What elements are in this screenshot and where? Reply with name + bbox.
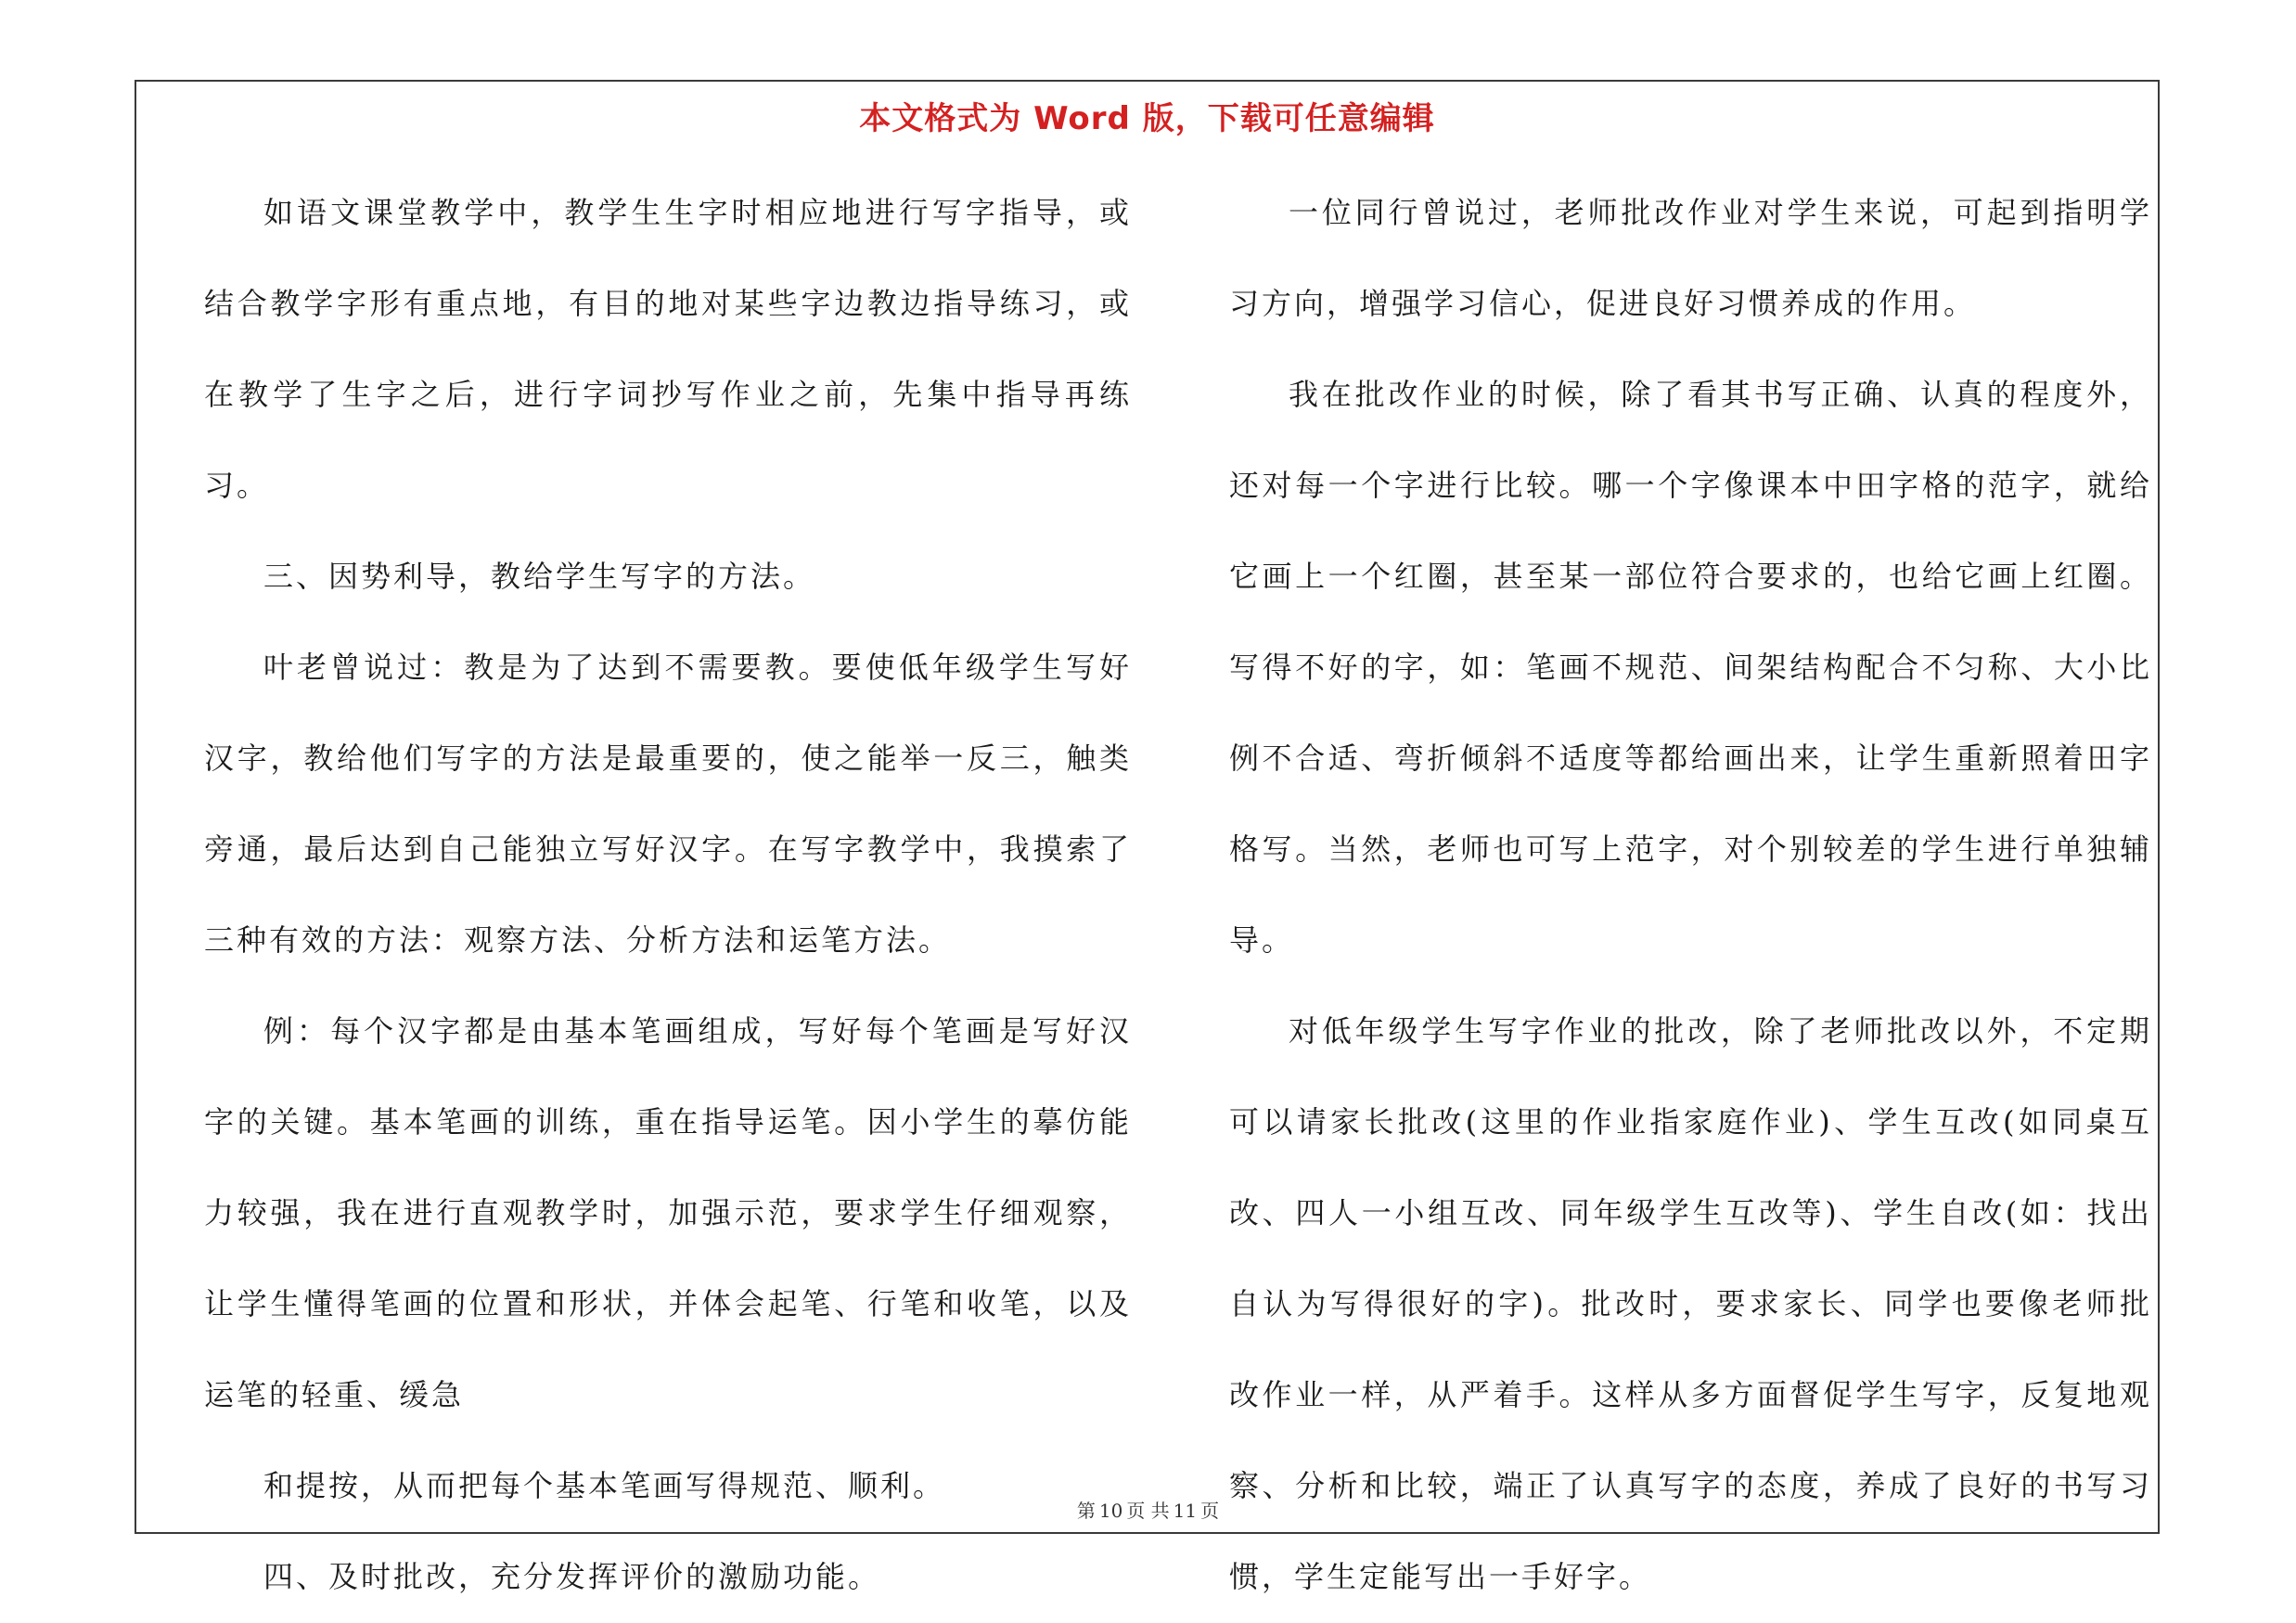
footer-suffix: 页 xyxy=(1200,1500,1220,1522)
total-pages-number: 11 xyxy=(1173,1500,1198,1522)
section-heading: 四、及时批改，充分发挥评价的激励功能。 xyxy=(263,1559,881,1594)
page-footer xyxy=(0,1496,2296,1523)
footer-mid: 页 共 xyxy=(1126,1500,1170,1522)
paragraph: 一位同行曾说过，老师批改作业对学生来说，可起到指明学习方向，增强学习信心，促进良好习惯养成的作用。 xyxy=(1229,195,2152,321)
paragraph: 对低年级学生写字作业的批改，除了老师批改以外，不定期可以请家长批改(这里的作业指家庭作业)、学生互改(如同桌互改、四人一小组互改、同年级学生互改等)、学生自改(如：找出自认为写得很好的字)。批改时，要求家长、同学也要像老师批改作业一样，从严着手。这样从多方面督促学生写字，反复地观察、分析和比较，端正了认真写字的态度，养成了良好的书写习惯，学生定能写出一手好字。 xyxy=(1229,1013,2152,1594)
paragraph: 我在批改作业的时候，除了看其书写正确、认真的程度外，还对每一个字进行比较。哪一个字像课本中田字格的范字，就给它画上一个红圈，甚至某一部位符合要求的，也给它画上红圈。写得不好的字，如：笔画不规范、间架结构配合不匀称、大小比例不合适、弯折倾斜不适度等都给画出来，让学生重新照着田字格写。当然，老师也可写上范字，对个别较差的学生进行单独辅导。 xyxy=(1229,377,2152,958)
footer-prefix: 第 xyxy=(1076,1500,1096,1522)
section-heading: 三、因势利导，教给学生写字的方法。 xyxy=(263,559,816,594)
left-column xyxy=(204,167,1132,1622)
paragraph: 例：每个汉字都是由基本笔画组成，写好每个笔画是写好汉字的关键。基本笔画的训练，重在指导运笔。因小学生的摹仿能力较强，我在进行直观教学时，加强示范，要求学生仔细观察，让学生懂得笔画的位置和形状，并体会起笔、行笔和收笔，以及运笔的轻重、缓急 xyxy=(204,1013,1132,1412)
paragraph: 如语文课堂教学中，教学生生字时相应地进行写字指导，或结合教学字形有重点地，有目的地对某些字边教边指导练习，或在教学了生字之后，进行字词抄写作业之前，先集中指导再练习。 xyxy=(204,195,1132,503)
format-banner: 本文格式为 Word 版，下载可任意编辑 xyxy=(859,100,1435,137)
current-page-number: 10 xyxy=(1098,1500,1123,1522)
paragraph: 和提按，从而把每个基本笔画写得规范、顺利。 xyxy=(263,1468,946,1503)
right-column xyxy=(1229,167,2152,1622)
paragraph: 叶老曾说过：教是为了达到不需要教。要使低年级学生写好汉字，教给他们写字的方法是最重要的，使之能举一反三，触类旁通，最后达到自己能独立写好汉字。在写字教学中，我摸索了三种有效的方法：观察方法、分析方法和运笔方法。 xyxy=(204,650,1132,958)
